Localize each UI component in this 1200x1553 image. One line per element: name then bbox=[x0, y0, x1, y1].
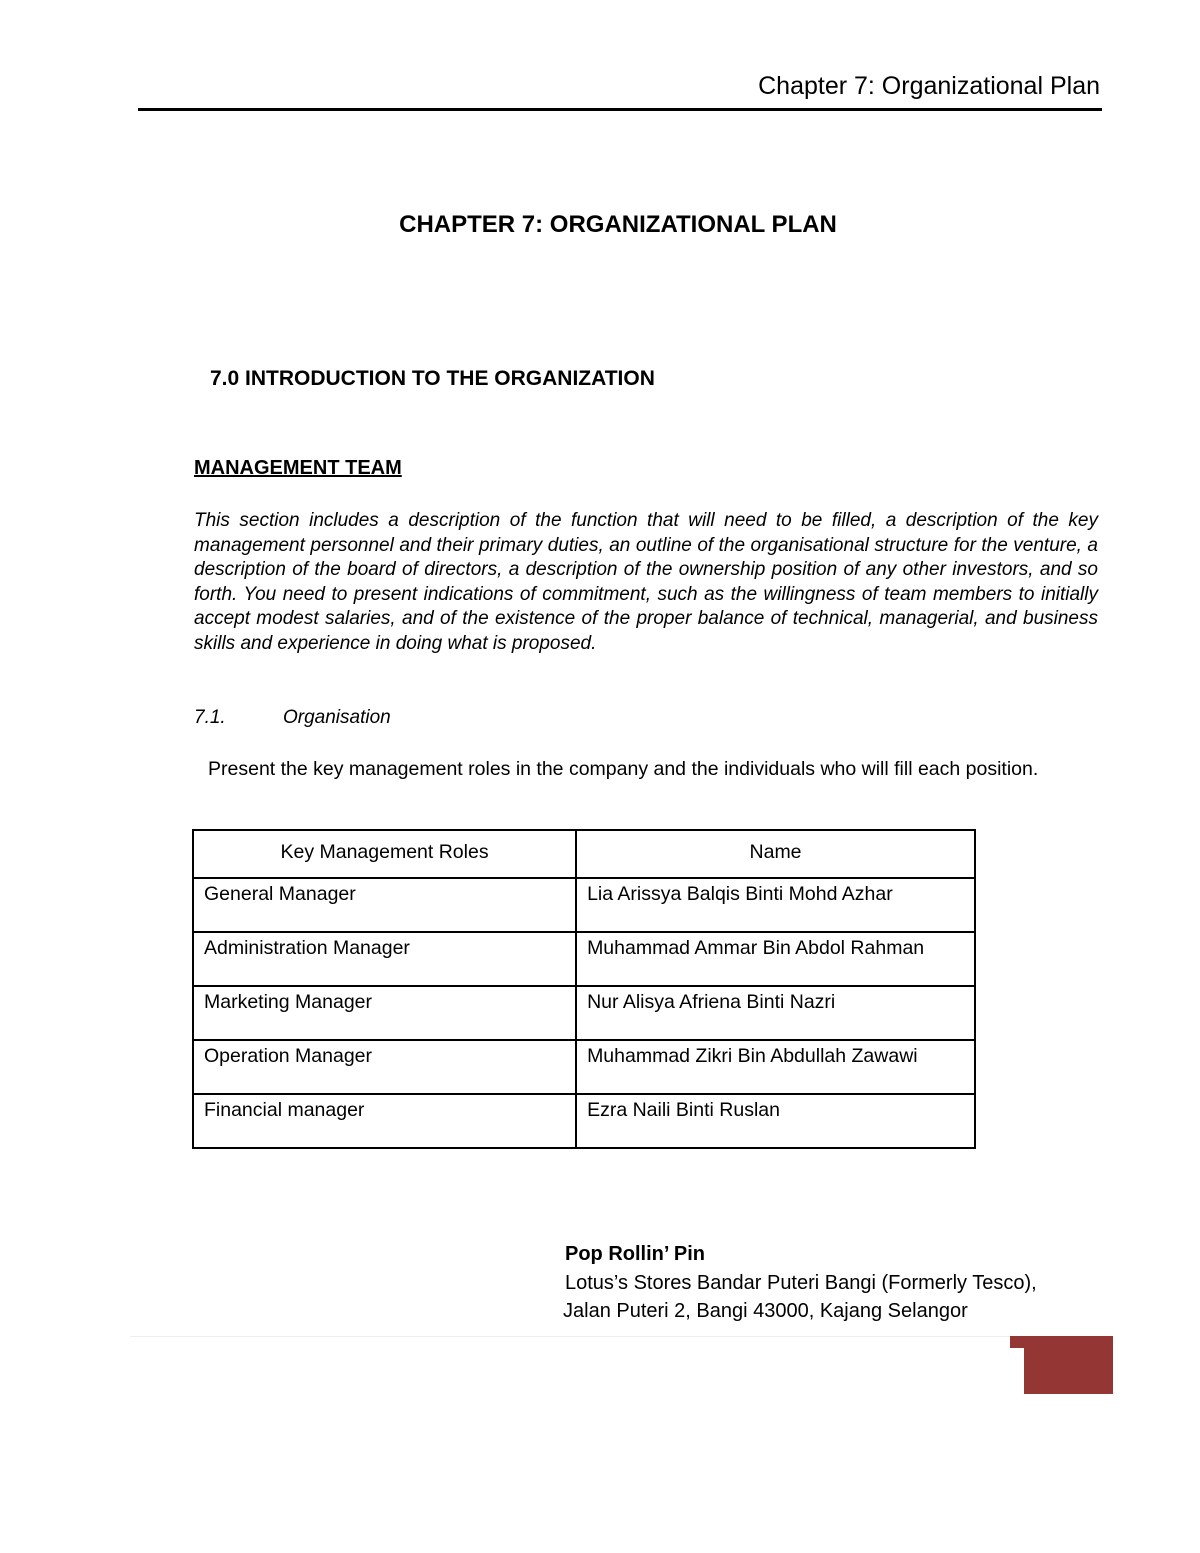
footer-rule bbox=[130, 1336, 1010, 1337]
company-footer-block bbox=[563, 1240, 1037, 1326]
table-header-row bbox=[193, 830, 975, 878]
organisation-number: 7.1. bbox=[194, 707, 226, 728]
company-address-line-1: Lotus’s Stores Bandar Puteri Bangi (Formerly Tesco), bbox=[565, 1271, 1037, 1294]
name-cell: Muhammad Zikri Bin Abdullah Zawawi bbox=[576, 1040, 975, 1094]
company-address-line-2: Jalan Puteri 2, Bangi 43000, Kajang Selangor bbox=[563, 1300, 968, 1322]
chapter-title: CHAPTER 7: ORGANIZATIONAL PLAN bbox=[399, 211, 837, 238]
key-management-table bbox=[192, 829, 976, 1149]
name-cell: Nur Alisya Afriena Binti Nazri bbox=[576, 986, 975, 1040]
name-cell: Muhammad Ammar Bin Abdol Rahman bbox=[576, 932, 975, 986]
role-cell: Financial manager bbox=[193, 1094, 576, 1148]
management-team-heading: MANAGEMENT TEAM bbox=[194, 457, 402, 479]
role-cell: General Manager bbox=[193, 878, 576, 932]
table-row bbox=[193, 986, 975, 1040]
role-cell: Operation Manager bbox=[193, 1040, 576, 1094]
role-cell: Marketing Manager bbox=[193, 986, 576, 1040]
section-heading: 7.0 INTRODUCTION TO THE ORGANIZATION bbox=[210, 367, 655, 390]
name-cell: Lia Arissya Balqis Binti Mohd Azhar bbox=[576, 878, 975, 932]
name-cell: Ezra Naili Binti Ruslan bbox=[576, 1094, 975, 1148]
management-team-paragraph: This section includes a description of the function that will need to be filled, a description of the key management personnel and their primary duties, an outline of the organisational structure for the venture, a description of the board of directors, a description of the ownership position of any other investors, and so forth. You need to present indications of commitment, such as the willingness of team members to initially accept modest salaries, and of the existence of the proper balance of technical, managerial, and business skills and experience in doing what is proposed. bbox=[194, 510, 1098, 654]
table-row bbox=[193, 932, 975, 986]
running-header: Chapter 7: Organizational Plan bbox=[758, 72, 1100, 100]
table-row bbox=[193, 1040, 975, 1094]
header-rule bbox=[138, 108, 1102, 111]
table-header-roles: Key Management Roles bbox=[193, 830, 576, 878]
organisation-title: Organisation bbox=[283, 707, 391, 728]
organisation-heading bbox=[194, 705, 391, 731]
company-name: Pop Rollin’ Pin bbox=[565, 1243, 705, 1265]
role-cell: Administration Manager bbox=[193, 932, 576, 986]
table-header-name: Name bbox=[576, 830, 975, 878]
footer-accent-block bbox=[1024, 1336, 1113, 1394]
table-row bbox=[193, 1094, 975, 1148]
organisation-paragraph: Present the key management roles in the company and the individuals who will fill each position. bbox=[208, 758, 1039, 780]
table-row bbox=[193, 878, 975, 932]
